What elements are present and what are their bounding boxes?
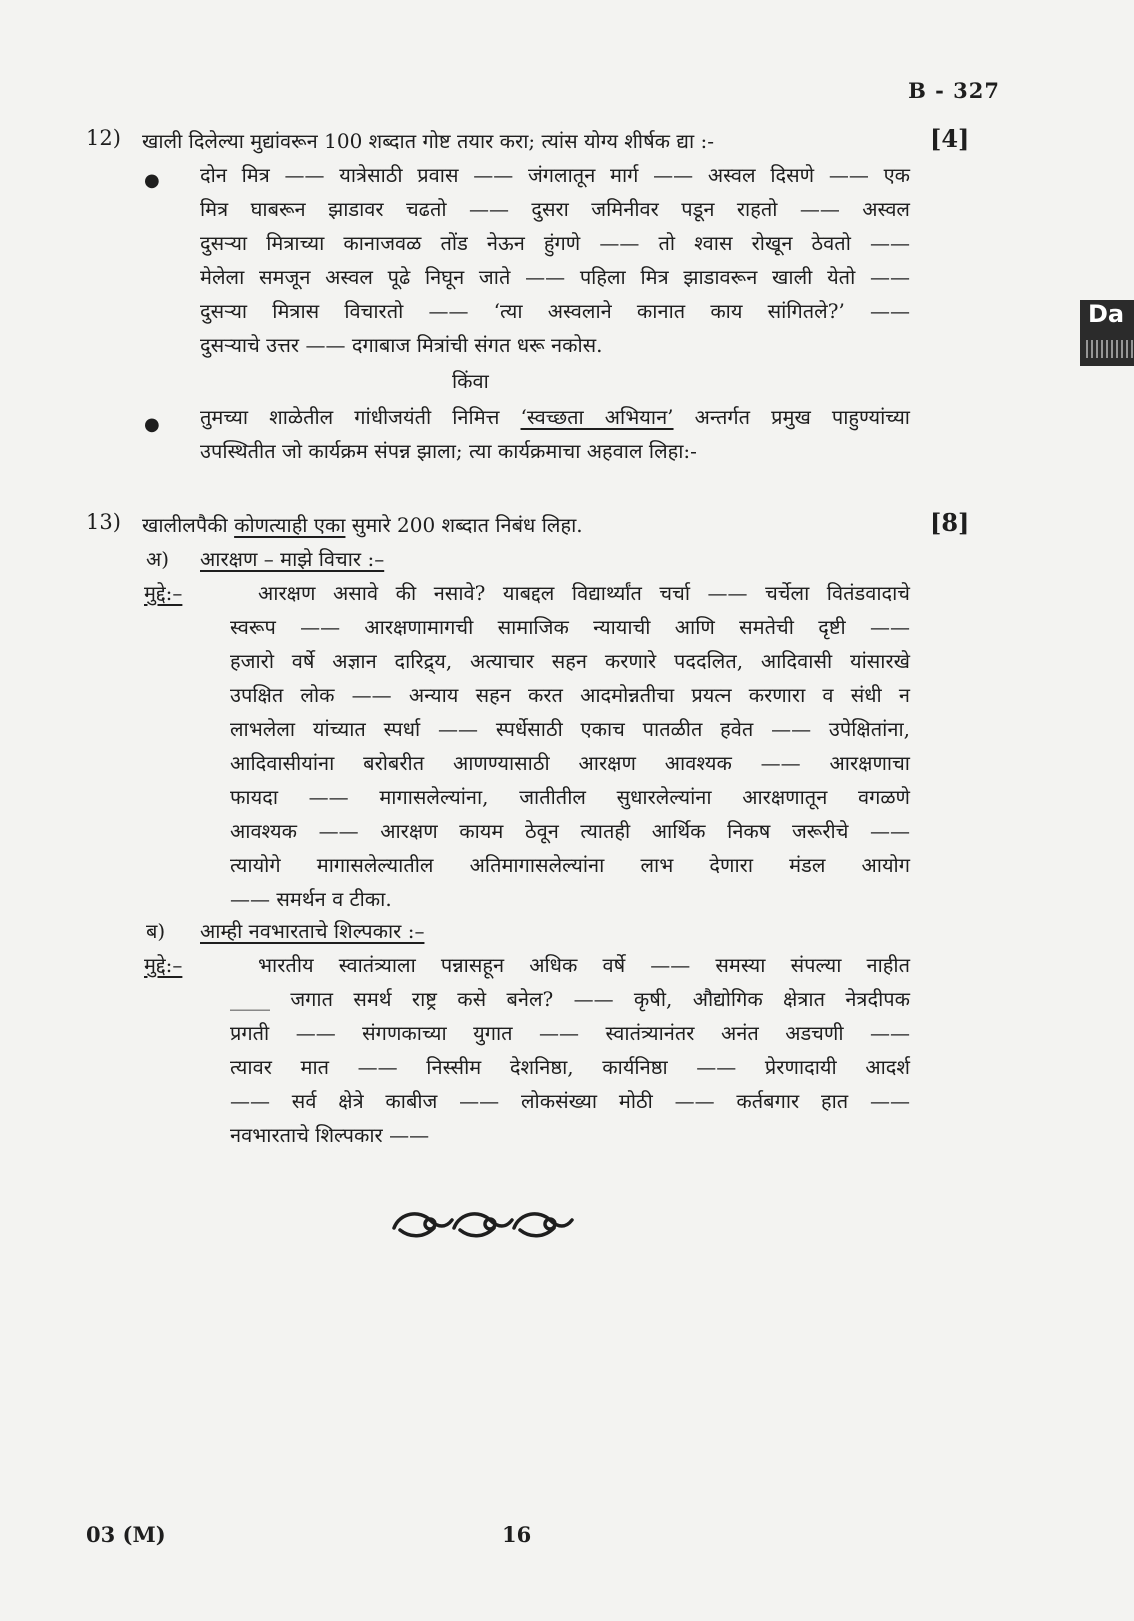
q13-a-line: त्यायोगे मागासलेल्यातील अतिमागासलेल्यांना लाभ देणारा मंडल आयोग [230,853,910,877]
q12-marks: [4] [930,124,970,153]
q13-b-line: त्यावर मात —— निस्सीम देशनिष्ठा, कार्यनिष्ठा —— प्रेरणादायी आदर्श [230,1055,910,1079]
section-tab-label: Da [1088,300,1125,328]
q12-prompt: खाली दिलेल्या मुद्यांवरून 100 शब्दात गोष्ट तयार करा; त्यांस योग्य शीर्षक द्या :- [142,129,714,153]
page-number: 16 [502,1522,532,1547]
q13-a-line: आरक्षण असावे की नसावे? याबद्दल विद्यार्थ्यांत चर्चा —— चर्चेला वितंडवादाचे [258,581,910,605]
q12-b2-underlined: ‘स्वच्छता अभियान’ [520,405,674,429]
q12-b1-line: मित्र घाबरून झाडावर चढतो —— दुसरा जमिनीवर पडून राहतो —— अस्वल [200,197,910,221]
q13-b-title-text: आम्ही नवभारताचे शिल्पकार :– [200,919,425,943]
q12-b2-pre: तुमच्या शाळेतील गांधीजयंती निमित्त [200,405,521,429]
paper-code: B - 327 [908,78,1000,103]
q12-b1-line: दोन मित्र —— यात्रेसाठी प्रवास —— जंगलातून मार्ग —— अस्वल दिसणे —— एक [200,163,910,187]
q13-a-line: आवश्यक —— आरक्षण कायम ठेवून त्यातही आर्थिक निकष जरूरीचे —— [230,819,910,843]
q13-b-points [230,948,910,1152]
q13-b-line: भारतीय स्वातंत्र्याला पन्नासहून अधिक वर्षे —— समस्या संपल्या नाहीत [258,953,910,977]
q13-prompt-underlined: कोणत्याही एका [234,513,346,537]
q12-bullet2 [200,400,910,468]
q12-b1-line: दुसऱ्याचे उत्तर —— दगाबाज मित्रांची संगत धरू नकोस. [200,333,603,357]
section-tab [1080,300,1134,366]
q13-a-line: हजारो वर्षे अज्ञान दारिद्र्य, अत्याचार सहन करणारे पददलित, आदिवासी यांसारखे [230,649,910,673]
q12-b2-line2: उपस्थितीत जो कार्यक्रम संपन्न झाला; त्या कार्यक्रमाचा अहवाल लिहा:- [200,439,697,463]
q13-b-label: ब) [146,919,166,943]
q13-prompt-pre: खालीलपैकी [142,513,235,537]
tab-stripes [1086,340,1134,358]
points-label-text: मुद्दे:– [144,953,183,977]
bullet-icon: ● [144,414,160,435]
q13-a-label: अ) [146,547,170,571]
q13-a-points-label [144,576,182,610]
q13-b-line: नवभारताचे शिल्पकार —— [230,1123,430,1147]
q13-b-line: ____ जगात समर्थ राष्ट्र कसे बनेल? —— कृषी, औद्योगिक क्षेत्रात नेत्रदीपक [230,987,910,1011]
q12-or: किंवा [452,369,489,393]
q12-bullet1 [200,158,910,362]
q13-a-line: उपक्षित लोक —— अन्याय सहन करत आदमोन्नतीचा प्रयत्न करणारा व संधी न [230,683,910,707]
bullet-icon: ● [144,170,160,191]
q13-prompt [142,508,583,542]
points-label-text: मुद्दे:– [144,581,183,605]
q13-a-line: स्वरूप —— आरक्षणामागची सामाजिक न्यायाची आणि समतेची दृष्टी —— [230,615,910,639]
q13-b-points-label [144,948,182,982]
q13-a-title [200,542,384,576]
q12-b1-line: मेलेला समजून अस्वल पूढे निघून जाते —— पहिला मित्र झाडावरून खाली येतो —— [200,265,910,289]
q13-a-line: फायदा —— मागासलेल्यांना, जातीतील सुधारलेल्यांना आरक्षणातून वगळणे [230,785,910,809]
footer-code: 03 (M) [86,1522,166,1547]
q13-number: 13) [86,510,121,534]
q12-b1-line: दुसऱ्या मित्रास विचारतो —— ‘त्या अस्वलाने कानात काय सांगितले?’ —— [200,299,910,323]
q13-a-line: —— समर्थन व टीका. [230,887,392,911]
q13-a-line: आदिवासीयांना बरोबरीत आणण्यासाठी आरक्षण आवश्यक —— आरक्षणाचा [230,751,910,775]
q13-b-title [200,914,424,948]
q13-a-points [230,576,910,916]
q13-a-title-text: आरक्षण – माझे विचार :– [200,547,385,571]
q13-a-line: लाभलेला यांच्यात स्पर्धा —— स्पर्धेसाठी एकाच पातळीत हवेत —— उपेक्षितांना, [230,717,910,741]
q12-b1-line: दुसऱ्या मित्राच्या कानाजवळ तोंड नेऊन हुंगणे —— तो श्वास रोखून ठेवतो —— [200,231,910,255]
q13-marks: [8] [930,508,970,537]
q12-number: 12) [86,126,121,150]
q13-b-line: प्रगती —— संगणकाच्या युगात —— स्वातंत्र्यानंतर अनंत अडचणी —— [230,1021,910,1045]
q13-prompt-post: सुमारे 200 शब्दात निबंध लिहा. [345,513,583,537]
q13-b-line: —— सर्व क्षेत्रे काबीज —— लोकसंख्या मोठी —— कर्तबगार हात —— [230,1089,910,1113]
q12-b2-line1 [200,400,910,434]
end-flourish-icon [390,1198,590,1248]
q12-b2-post: अन्तर्गत प्रमुख पाहुण्यांच्या [673,405,910,429]
